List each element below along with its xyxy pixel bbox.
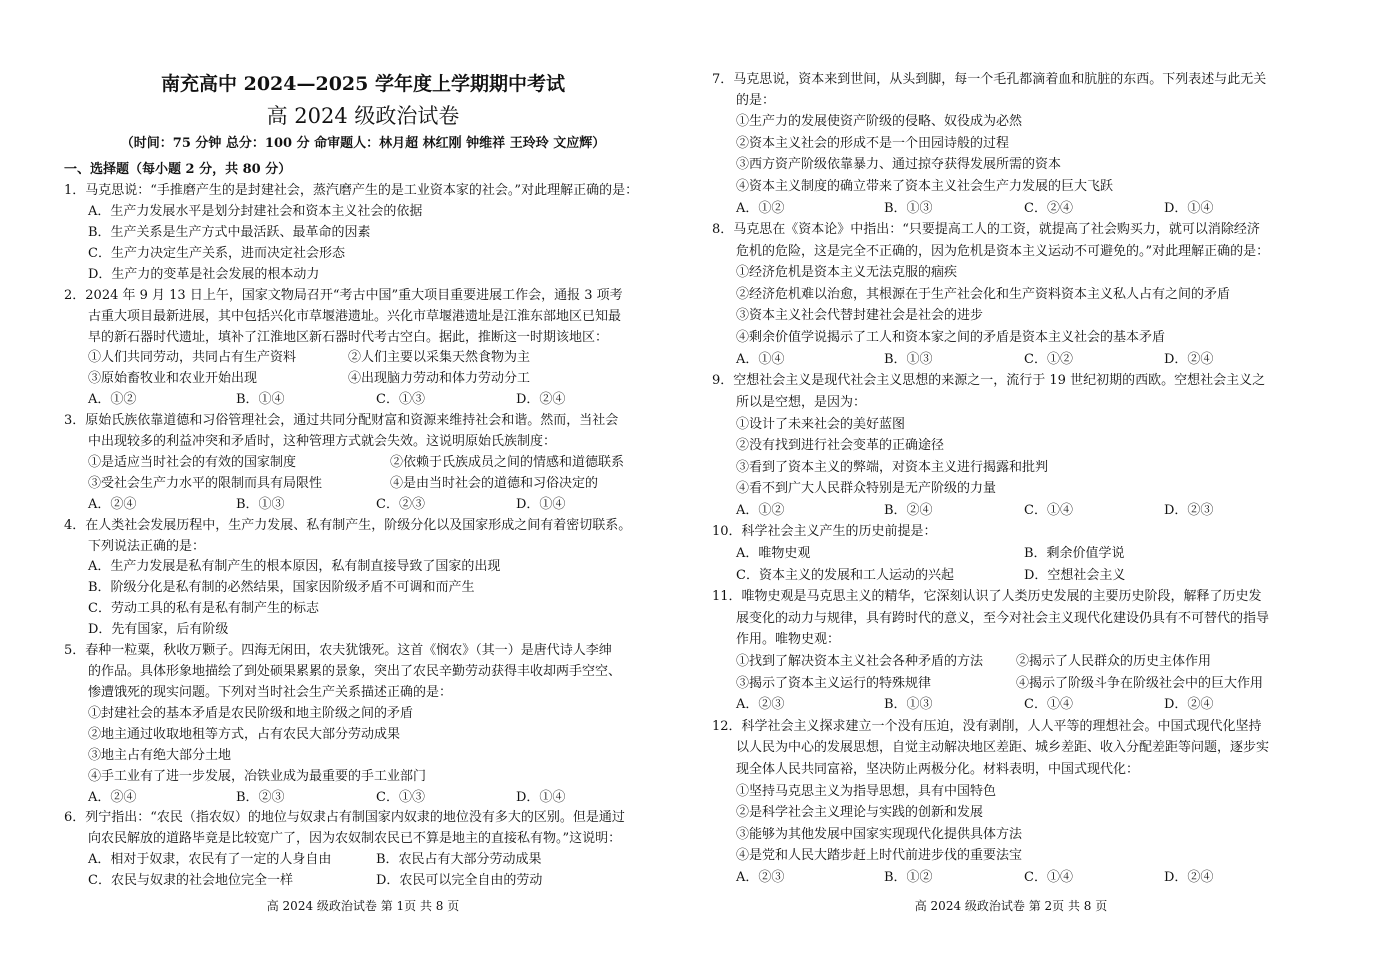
statement-2: ②是科学社会主义理论与实践的创新和发展 [736, 805, 984, 820]
statement-4: ④是党和人民大踏步赶上时代前进步伐的重要法宝 [736, 848, 1023, 863]
statement-3: ③看到了资本主义的弊端，对资本主义进行揭露和批判 [736, 460, 1049, 475]
option-a: A．①② [736, 503, 785, 518]
statement-1: ①找到了解决资本主义社会各种矛盾的方法 [736, 654, 984, 669]
option-d: D．②④ [1164, 352, 1214, 367]
statement-2: ②没有找到进行社会变革的正确途径 [736, 438, 945, 453]
statement-4: ④揭示了阶级斗争在阶级社会中的巨大作用 [1016, 676, 1264, 691]
question-stem: 11．唯物史观是马克思主义的精华，它深刻认识了人类历史发展的主要历史阶段，解释了历史发 [712, 589, 1262, 604]
option-c: C．②③ [376, 497, 425, 512]
statement-3: ③资本主义社会代替封建社会是社会的进步 [736, 308, 984, 323]
option-b: B．①③ [884, 352, 933, 367]
statement-2: ②人们主要以采集天然食物为主 [348, 350, 531, 365]
option-b: B．农民占有大部分劳动成果 [376, 852, 542, 867]
statement-3: ③揭示了资本主义运行的特殊规律 [736, 676, 932, 691]
option-c: C．①② [1024, 352, 1073, 367]
option-b: B．①③ [884, 697, 933, 712]
page-footer: 高 2024 级政治试卷 第 2页 共 8 页 [914, 899, 1108, 913]
statement-3: ③西方资产阶级依靠暴力、通过掠夺获得发展所需的资本 [736, 157, 1062, 172]
option-c: C．①④ [1024, 697, 1073, 712]
statement-1: ①人们共同劳动，共同占有生产资料 [88, 350, 297, 365]
option-c: C．②④ [1024, 201, 1073, 216]
option-a: A．唯物史观 [736, 546, 811, 561]
statement-1: ①坚持马克思主义为指导思想，具有中国特色 [736, 784, 997, 799]
question-stem: 早的新石器时代遗址，填补了江淮地区新石器时代考古空白。据此，推断这一时期该地区： [88, 330, 609, 345]
statement-3: ③受社会生产力水平的限制而具有局限性 [88, 476, 323, 491]
question-stem: 1．马克思说：“手推磨产生的是封建社会，蒸汽磨产生的是工业资本家的社会。”对此理解正确的是： [64, 183, 639, 198]
option-c: C．资本主义的发展和工人运动的兴起 [736, 568, 954, 583]
question-stem: 古重大项目最新进展，其中包括兴化市草堰港遗址。兴化市草堰港遗址是江淮东部地区已知最 [88, 309, 622, 324]
question-stem: 向农民解放的道路毕竟是比较宽广了，因为农奴制农民已不算是地主的直接私有物。”这说明： [88, 831, 622, 846]
question-stem: 展变化的动力与规律，具有跨时代的意义，至今对社会主义现代化建设仍具有不可替代的指导 [736, 611, 1270, 626]
exam-subtitle: 高 2024 级政治试卷 [266, 104, 460, 128]
option-d: D．空想社会主义 [1024, 568, 1126, 583]
option-b: B．①② [884, 870, 933, 885]
option-d: D．①④ [516, 790, 566, 805]
option-b: B．剩余价值学说 [1024, 546, 1125, 561]
question-stem: 的作品。具体形象地描绘了到处硕果累累的景象，突出了农民辛勤劳动获得丰收却两手空空、 [88, 664, 622, 679]
option-d: D．②③ [1164, 503, 1214, 518]
question-stem: 中出现较多的利益冲突和矛盾时，这种管理方式就会失效。这说明原始氏族制度： [88, 434, 557, 449]
option-c: C．①③ [376, 392, 425, 407]
question-stem: 10．科学社会主义产生的历史前提是： [712, 524, 937, 539]
question-stem: 惨遭饿死的现实问题。下列对当时社会生产关系描述正确的是： [88, 685, 453, 700]
statement-2: ②依赖于氏族成员之间的情感和道德联系 [390, 455, 625, 470]
option-a: A．②③ [736, 870, 785, 885]
question-stem: 5．春种一粒粟，秋收万颗子。四海无闲田，农夫犹饿死。这首《悯农》（其一）是唐代诗人李绅 [64, 643, 612, 658]
statement-3: ③地主占有绝大部分土地 [88, 748, 232, 763]
statement-1: ①是适应当时社会的有效的国家制度 [88, 455, 297, 470]
question-stem: 现全体人民共同富裕，坚决防止两极分化。材料表明，中国式现代化： [736, 762, 1140, 777]
statement-4: ④剩余价值学说揭示了工人和资本家之间的矛盾是资本主义社会的基本矛盾 [736, 330, 1166, 345]
statement-2: ②经济危机难以治愈，其根源在于生产社会化和生产资料资本主义私人占有之间的矛盾 [736, 287, 1231, 302]
question-stem: 7．马克思说，资本来到世间，从头到脚，每一个毛孔都滴着血和肮脏的东西。下列表述与此无关 [712, 72, 1267, 87]
option-d: D．②④ [1164, 697, 1214, 712]
option-c: C．劳动工具的私有是私有制产生的标志 [88, 601, 319, 616]
option-d: D．②④ [1164, 870, 1214, 885]
option-d: D．生产力的变革是社会发展的根本动力 [88, 267, 320, 282]
statement-2: ②揭示了人民群众的历史主体作用 [1016, 654, 1212, 669]
option-d: D．①④ [1164, 201, 1214, 216]
question-stem: 以人民为中心的发展思想，自觉主动解决地区差距、城乡差距、收入分配差距等问题，逐步实 [736, 740, 1270, 755]
option-b: B．②③ [236, 790, 285, 805]
option-b: B．①③ [884, 201, 933, 216]
statement-1: ①经济危机是资本主义无法克服的痼疾 [736, 265, 958, 280]
statement-2: ②地主通过收取地租等方式，占有农民大部分劳动成果 [88, 727, 401, 742]
page-footer: 高 2024 级政治试卷 第 1页 共 8 页 [266, 899, 460, 913]
option-c: C．生产力决定生产关系，进而决定社会形态 [88, 246, 345, 261]
exam-info: （时间：75 分钟 总分：100 分 命审题人：林月超 林红刚 钟维祥 王玲玲 文应辉） [120, 136, 606, 151]
statement-4: ④资本主义制度的确立带来了资本主义社会生产力发展的巨大飞跃 [736, 179, 1114, 194]
question-stem: 危机的危险，这是完全不正确的，因为危机是资本主义运动不可避免的。”对此理解正确的是： [736, 244, 1270, 259]
statement-1: ①设计了未来社会的美好蓝图 [736, 417, 906, 432]
question-stem: 的是： [736, 93, 776, 108]
statement-4: ④出现脑力劳动和体力劳动分工 [348, 371, 531, 386]
statement-3: ③能够为其他发展中国家实现现代化提供具体方法 [736, 827, 1023, 842]
option-b: B．①③ [236, 497, 285, 512]
option-c: C．①④ [1024, 870, 1073, 885]
statement-4: ④是由当时社会的道德和习俗决定的 [390, 476, 599, 491]
option-d: D．农民可以完全自由的劳动 [376, 873, 543, 888]
question-stem: 作用。唯物史观： [736, 632, 841, 647]
option-d: D．②④ [516, 392, 566, 407]
statement-3: ③原始畜牧业和农业开始出现 [88, 371, 258, 386]
statement-2: ②资本主义社会的形成不是一个田园诗般的过程 [736, 136, 1010, 151]
option-a: A．生产力发展水平是划分封建社会和资本主义社会的依据 [88, 204, 423, 219]
option-b: B．生产关系是生产方式中最活跃、最革命的因素 [88, 225, 371, 240]
option-c: C．农民与奴隶的社会地位完全一样 [88, 873, 293, 888]
exam-title: 南充高中 2024—2025 学年度上学期期中考试 [161, 73, 565, 95]
option-a: A．②③ [736, 697, 785, 712]
question-stem: 2．2024 年 9 月 13 日上午，国家文物局召开“考古中国”重大项目重要进展工作会，通报 3 项考 [64, 288, 623, 303]
statement-4: ④手工业有了进一步发展，冶铁业成为最重要的手工业部门 [88, 769, 427, 784]
option-c: C．①③ [376, 790, 425, 805]
question-stem: 4．在人类社会发展历程中，生产力发展、私有制产生，阶级分化以及国家形成之间有着密切联系。 [64, 518, 632, 533]
option-c: C．①④ [1024, 503, 1073, 518]
question-stem: 6．列宁指出：“农民（指农奴）的地位与奴隶占有制国家内奴隶的地位没有多大的区别。但是通过 [64, 810, 625, 825]
statement-1: ①封建社会的基本矛盾是农民阶级和地主阶级之间的矛盾 [88, 706, 414, 721]
question-stem: 所以是空想，是因为： [736, 395, 867, 410]
section-heading: 一、选择题（每小题 2 分，共 80 分） [64, 162, 292, 177]
option-b: B．①④ [236, 392, 285, 407]
question-stem: 下列说法正确的是： [88, 539, 206, 554]
option-b: B．阶级分化是私有制的必然结果，国家因阶级矛盾不可调和而产生 [88, 580, 475, 595]
option-a: A．①② [88, 392, 137, 407]
option-a: A．②④ [88, 497, 137, 512]
question-stem: 3．原始氏族依靠道德和习俗管理社会，通过共同分配财富和资源来维持社会和谐。然而，当社会 [64, 413, 619, 428]
option-a: A．①④ [736, 352, 785, 367]
option-d: D．①④ [516, 497, 566, 512]
question-stem: 9．空想社会主义是现代社会主义思想的来源之一，流行于 19 世纪初期的西欧。空想社会主义之 [712, 373, 1266, 388]
question-stem: 8．马克思在《资本论》中指出：“只要提高工人的工资，就提高了社会购买力，就可以消除经济 [712, 222, 1260, 237]
option-a: A．②④ [88, 790, 137, 805]
statement-1: ①生产力的发展使资产阶级的侵略、奴役成为必然 [736, 114, 1023, 129]
option-b: B．②④ [884, 503, 933, 518]
option-a: A．相对于奴隶，农民有了一定的人身自由 [88, 852, 332, 867]
option-a: A．生产力发展是私有制产生的根本原因，私有制直接导致了国家的出现 [88, 559, 501, 574]
option-a: A．①② [736, 201, 785, 216]
question-stem: 12．科学社会主义探求建立一个没有压迫，没有剥削，人人平等的理想社会。中国式现代化坚持 [712, 719, 1262, 734]
statement-4: ④看不到广大人民群众特别是无产阶级的力量 [736, 481, 997, 496]
option-d: D．先有国家，后有阶级 [88, 622, 229, 637]
